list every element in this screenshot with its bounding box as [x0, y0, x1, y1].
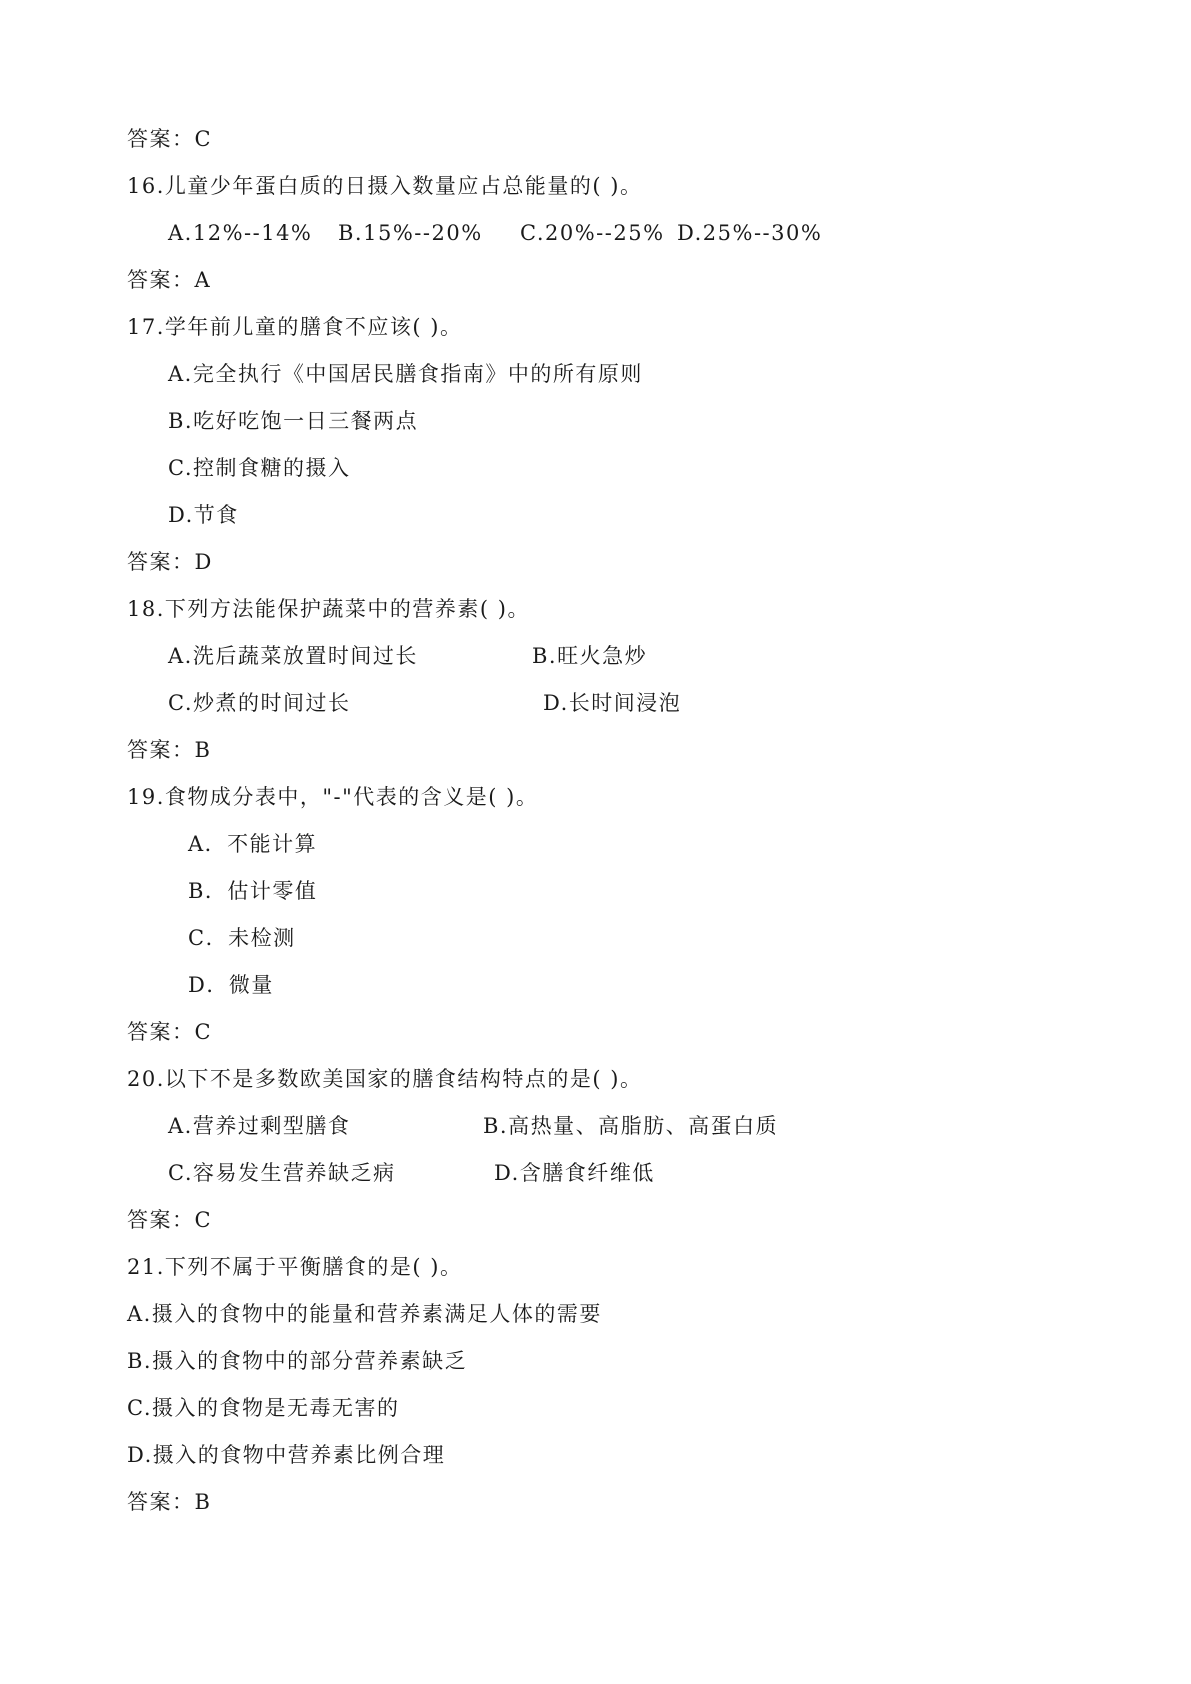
option-b: B.15%--20% — [338, 221, 483, 245]
answer-line: 答案：C — [127, 1208, 213, 1232]
option-d: D.长时间浸泡 — [543, 691, 682, 715]
option-a: A.营养过剩型膳食 — [168, 1114, 351, 1138]
option-c: C．未检测 — [188, 926, 296, 950]
answer-line: 答案：D — [127, 550, 213, 574]
option-a: A.摄入的食物中的能量和营养素满足人体的需要 — [127, 1302, 602, 1326]
option-b: B.高热量、高脂肪、高蛋白质 — [483, 1114, 779, 1138]
option-d: D．微量 — [188, 973, 274, 997]
question-stem: 18.下列方法能保护蔬菜中的营养素( )。 — [127, 597, 530, 621]
question-stem: 17.学年前儿童的膳食不应该( )。 — [127, 315, 463, 339]
option-c: C.控制食糖的摄入 — [168, 456, 351, 480]
option-a: A.12%--14% — [168, 221, 313, 245]
option-a: A.完全执行《中国居民膳食指南》中的所有原则 — [168, 362, 643, 386]
option-c: C.摄入的食物是无毒无害的 — [127, 1396, 400, 1420]
option-d: D.含膳食纤维低 — [494, 1161, 655, 1185]
answer-line: 答案：C — [127, 1020, 213, 1044]
option-c: C.20%--25% — [520, 221, 665, 245]
question-stem: 19.食物成分表中，"-"代表的含义是( )。 — [127, 785, 539, 809]
option-d: D.摄入的食物中营养素比例合理 — [127, 1443, 446, 1467]
option-d: D.25%--30% — [677, 221, 823, 245]
question-stem: 16.儿童少年蛋白质的日摄入数量应占总能量的( )。 — [127, 174, 643, 198]
answer-line: 答案：A — [127, 268, 212, 292]
option-b: B.摄入的食物中的部分营养素缺乏 — [127, 1349, 468, 1373]
answer-line: 答案：B — [127, 1490, 212, 1514]
option-b: B.旺火急炒 — [532, 644, 648, 668]
answer-line: 答案：C — [127, 127, 213, 151]
option-a: A.洗后蔬菜放置时间过长 — [168, 644, 418, 668]
option-d: D.节食 — [168, 503, 239, 527]
option-b: B.吃好吃饱一日三餐两点 — [168, 409, 419, 433]
question-stem: 21.下列不属于平衡膳食的是( )。 — [127, 1255, 463, 1279]
option-b: B．估计零值 — [188, 879, 318, 903]
option-c: C.炒煮的时间过长 — [168, 691, 351, 715]
option-c: C.容易发生营养缺乏病 — [168, 1161, 396, 1185]
option-a: A．不能计算 — [188, 832, 318, 856]
question-stem: 20.以下不是多数欧美国家的膳食结构特点的是( )。 — [127, 1067, 643, 1091]
answer-line: 答案：B — [127, 738, 212, 762]
